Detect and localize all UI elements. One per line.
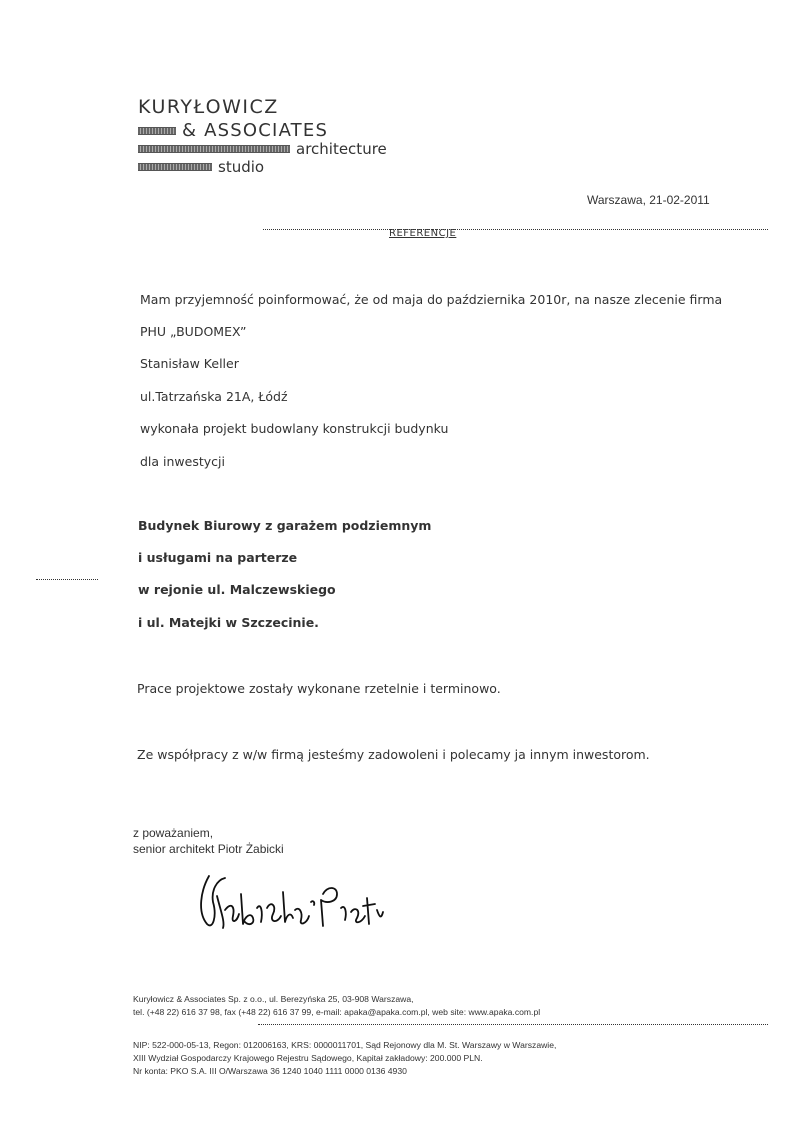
project-line: i usługami na parterze	[138, 550, 298, 565]
tagline-studio-text: studio	[218, 158, 265, 176]
handwritten-signature	[195, 872, 385, 934]
letter-date: Warszawa, 21-02-2011	[587, 193, 710, 207]
tagline-architecture-text: architecture	[296, 140, 387, 158]
company-name: KURYŁOWICZ	[138, 96, 279, 118]
body-recommendation: Ze współpracy z w/w firmą jesteśmy zadowoleni i polecamy ja innym inwestorom.	[137, 747, 650, 762]
footer-bank-account: Nr konta: PKO S.A. III O/Warszawa 36 1240 1040 1111 0000 0136 4930	[133, 1066, 407, 1076]
company-name-line2	[138, 120, 328, 141]
footer-registration: NIP: 522-000-05-13, Regon: 012006163, KRS: 0000011701, Sąd Rejonowy dla M. St. Warszawy w Warszawie,	[133, 1040, 557, 1050]
body-quality: Prace projektowe zostały wykonane rzetelnie i terminowo.	[137, 681, 501, 696]
tagline-architecture	[138, 140, 387, 158]
closing-signatory: senior architekt Piotr Żabicki	[133, 842, 284, 856]
tagline-studio	[138, 158, 264, 176]
project-line: i ul. Matejki w Szczecinie.	[138, 615, 319, 630]
subject-dotted-rule	[263, 229, 768, 230]
footer-contact: tel. (+48 22) 616 37 98, fax (+48 22) 616 37 99, e-mail: apaka@apaka.com.pl, web site: www.apaka.com.pl	[133, 1007, 541, 1017]
project-line: w rejonie ul. Malczewskiego	[138, 582, 336, 597]
margin-dots	[36, 579, 98, 580]
body-person: Stanisław Keller	[140, 356, 239, 371]
footer-dotted-rule	[258, 1024, 768, 1025]
company-associates: & ASSOCIATES	[182, 120, 329, 141]
logo-bar	[138, 163, 212, 171]
footer-court: XIII Wydział Gospodarczy Krajowego Rejestru Sądowego, Kapitał zakładowy: 200.000 PLN.	[133, 1053, 483, 1063]
logo-bar	[138, 145, 290, 153]
body-for: dla inwestycji	[140, 454, 225, 469]
body-company: PHU „BUDOMEX”	[140, 324, 247, 339]
body-intro: Mam przyjemność poinformować, że od maja do października 2010r, na nasze zlecenie firma	[140, 292, 723, 307]
logo-bar	[138, 127, 176, 135]
footer-address: Kuryłowicz & Associates Sp. z o.o., ul. Berezyńska 25, 03-908 Warszawa,	[133, 994, 414, 1004]
body-work: wykonała projekt budowlany konstrukcji budynku	[140, 421, 449, 436]
letter-subject: REFERENCJE	[389, 228, 457, 239]
project-line: Budynek Biurowy z garażem podziemnym	[138, 518, 432, 533]
body-address: ul.Tatrzańska 21A, Łódź	[140, 389, 288, 404]
closing-salutation: z poważaniem,	[133, 826, 214, 840]
